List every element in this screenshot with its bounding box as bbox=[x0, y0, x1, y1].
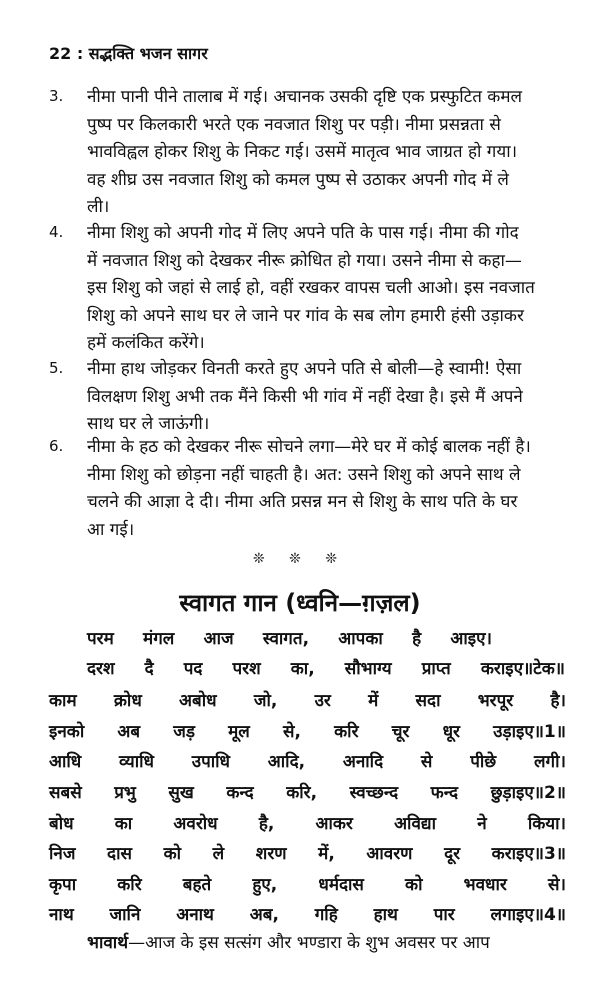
verse-word: परम bbox=[87, 629, 114, 649]
meaning-paragraph bbox=[87, 930, 490, 953]
verse-word: आज bbox=[203, 629, 234, 649]
verse-word: प्रभु bbox=[114, 783, 136, 803]
verse-word: परश bbox=[232, 659, 261, 679]
verse-line bbox=[49, 749, 566, 772]
verse-line bbox=[49, 902, 566, 925]
verse-word: मंगल bbox=[143, 629, 175, 649]
verse-word: चूर bbox=[391, 722, 410, 742]
paragraph-line: में नवजात शिशु को देखकर नीरू क्रोधित हो गया। उसने नीमा से कहा— bbox=[87, 250, 522, 271]
verse-line bbox=[87, 626, 492, 649]
verse-word: अवरोध bbox=[173, 814, 218, 834]
verse-word: इनको bbox=[49, 722, 85, 742]
verse-word: है। bbox=[550, 691, 566, 711]
verse-word: जो, bbox=[253, 691, 278, 711]
verse-word: कराइए॥3॥ bbox=[491, 844, 566, 864]
verse-word: आधि bbox=[49, 752, 82, 772]
verse-word: अनादि bbox=[342, 752, 384, 772]
verse-line bbox=[49, 811, 566, 834]
paragraph-line: चलने की आज्ञा दे दी। नीमा अति प्रसन्न मन से शिशु के साथ पति के घर bbox=[87, 492, 518, 512]
paragraph-line: साथ घर ले जाऊंगी। bbox=[87, 414, 210, 434]
verse-word: सौभाग्य bbox=[344, 659, 392, 679]
verse-word: जानि bbox=[109, 905, 141, 925]
verse-word: व्याधि bbox=[119, 752, 154, 772]
paragraph-line: इस शिशु को जहां से लाई हो, वहीं रखकर वापस चली आओ। इस नवजात bbox=[87, 278, 535, 298]
verse-word: का, bbox=[290, 659, 315, 679]
paragraph-line: वह शीघ्र उस नवजात शिशु को कमल पुष्प से उठाकर अपनी गोद में ले bbox=[87, 169, 509, 190]
ornament-divider: ❊ ❊ ❊ bbox=[252, 551, 348, 567]
paragraph-line: नीमा शिशु को छोड़ना नहीं चाहती है। अत: उसने शिशु को अपने साथ ले bbox=[87, 464, 521, 485]
meaning-text: —आज के इस सत्संग और भण्डारा के शुभ अवसर पर आप bbox=[128, 933, 490, 953]
item-number: 6. bbox=[49, 437, 64, 455]
verse-word: उड़ाइए॥1॥ bbox=[493, 722, 566, 742]
verse-word: ने bbox=[477, 814, 487, 834]
verse-word: निज bbox=[49, 844, 76, 864]
verse-word: से bbox=[420, 752, 433, 772]
verse-word: अब, bbox=[249, 905, 279, 925]
verse-word: भवधार bbox=[463, 875, 507, 895]
verse-word: अब bbox=[117, 722, 141, 742]
paragraph-line: हमें कलंकित करेंगे। bbox=[87, 333, 205, 353]
verse-word: आकर bbox=[315, 814, 353, 834]
verse-word: किया। bbox=[527, 814, 566, 834]
verse-word: का bbox=[114, 814, 133, 834]
verse-word: कृपा bbox=[49, 875, 77, 895]
verse-word: अविद्या bbox=[394, 814, 437, 834]
verse-word: बहते bbox=[182, 875, 212, 895]
verse-word: स्वागत, bbox=[262, 629, 310, 649]
verse-word: को bbox=[163, 844, 182, 864]
verse-word: पद bbox=[183, 659, 203, 679]
verse-word: कराइए॥टेक॥ bbox=[480, 659, 565, 679]
verse-line bbox=[49, 841, 566, 864]
verse-word: नाथ bbox=[49, 905, 74, 925]
verse-word: धूर bbox=[442, 722, 461, 742]
verse-word: पार bbox=[433, 905, 455, 925]
verse-line bbox=[49, 780, 566, 803]
paragraph-line: शिशु को अपने साथ घर ले जाने पर गांव के सब लोग हमारी हंसी उड़ाकर bbox=[87, 305, 524, 326]
verse-word: उर bbox=[314, 691, 331, 711]
verse-word: से। bbox=[547, 875, 566, 895]
verse-word: स्वच्छन्द bbox=[349, 783, 399, 803]
song-title: स्वागत गान (ध्वनि—ग़ज़ल) bbox=[179, 589, 421, 617]
verse-word: काम bbox=[49, 691, 77, 711]
meaning-label: भावार्थ bbox=[87, 933, 129, 953]
verse-word: आइए। bbox=[450, 629, 492, 649]
verse-word: जड़ bbox=[173, 722, 195, 742]
verse-word: दूर bbox=[444, 844, 461, 864]
verse-word: हाथ bbox=[373, 905, 398, 925]
paragraph-line: भावविह्वल होकर शिशु के निकट गई। उसमें मातृत्व भाव जाग्रत हो गया। bbox=[87, 142, 518, 162]
verse-word: गहि bbox=[314, 905, 338, 925]
verse-word: है, bbox=[258, 814, 275, 834]
item-number: 4. bbox=[49, 223, 64, 241]
verse-word: अबोध bbox=[179, 691, 217, 711]
item-number: 3. bbox=[49, 87, 64, 105]
paragraph-line: नीमा हाथ जोड़कर विनती करते हुए अपने पति से बोली—हे स्वामी! ऐसा bbox=[87, 359, 522, 379]
verse-word: बोध bbox=[49, 814, 74, 834]
paragraph-line: नीमा के हठ को देखकर नीरू सोचने लगा—मेरे घर में कोई बालक नहीं है। bbox=[87, 437, 531, 457]
verse-word: दै bbox=[144, 659, 154, 679]
verse-word: में, bbox=[318, 844, 335, 864]
paragraph-line: आ गई। bbox=[87, 519, 135, 540]
verse-word: फन्द bbox=[430, 783, 459, 803]
verse-word: में bbox=[368, 691, 379, 711]
verse-word: मूल bbox=[228, 722, 250, 742]
verse-word: आदि, bbox=[267, 752, 306, 772]
paragraph-line: नीमा पानी पीने तालाब में गई। अचानक उसकी दृष्टि एक प्रस्फुटित कमल bbox=[87, 87, 523, 107]
verse-word: लगी। bbox=[534, 752, 566, 772]
verse-word: है bbox=[412, 629, 422, 649]
paragraph-line: ली। bbox=[87, 197, 110, 217]
verse-word: भरपूर bbox=[477, 691, 514, 711]
verse-word: शरण bbox=[255, 844, 287, 864]
verse-line bbox=[49, 719, 566, 742]
verse-word: दास bbox=[107, 844, 132, 864]
verse-word: लगाइए॥4॥ bbox=[490, 905, 566, 925]
paragraph-line: पुष्प पर किलकारी भरते एक नवजात शिशु पर पड़ी। नीमा प्रसन्नता से bbox=[87, 114, 501, 135]
verse-word: करि bbox=[117, 875, 142, 895]
verse-word: उपाधि bbox=[191, 752, 230, 772]
verse-word: दरश bbox=[87, 659, 115, 679]
verse-word: सदा bbox=[415, 691, 441, 711]
verse-word: सुख bbox=[168, 783, 194, 803]
verse-word: से, bbox=[283, 722, 301, 742]
item-number: 5. bbox=[49, 359, 64, 377]
verse-line bbox=[49, 688, 566, 711]
verse-word: कन्द bbox=[226, 783, 254, 803]
verse-word: ले bbox=[212, 844, 225, 864]
verse-word: क्रोध bbox=[113, 691, 142, 711]
verse-word: को bbox=[405, 875, 423, 895]
verse-word: करि bbox=[334, 722, 359, 742]
page-header: 22 : सद्भक्ति भजन सागर bbox=[49, 44, 208, 63]
verse-word: धर्मदास bbox=[318, 875, 364, 895]
paragraph-line: नीमा शिशु को अपनी गोद में लिए अपने पति के पास गई। नीमा की गोद bbox=[87, 223, 519, 243]
verse-word: हुए, bbox=[252, 875, 278, 895]
verse-word: आपका bbox=[338, 629, 383, 649]
verse-word: अनाथ bbox=[176, 905, 214, 925]
verse-word: पीछे bbox=[470, 752, 497, 772]
verse-word: सबसे bbox=[49, 783, 82, 803]
verse-word: प्राप्त bbox=[421, 659, 451, 679]
verse-word: करि, bbox=[286, 783, 318, 803]
verse-line bbox=[87, 656, 565, 679]
verse-line bbox=[49, 872, 566, 895]
paragraph-line: विलक्षण शिशु अभी तक मैंने किसी भी गांव में नहीं देखा है। इसे मैं अपने bbox=[87, 386, 523, 407]
verse-word: आवरण bbox=[366, 844, 413, 864]
verse-word: छुड़ाइए॥2॥ bbox=[490, 783, 566, 803]
